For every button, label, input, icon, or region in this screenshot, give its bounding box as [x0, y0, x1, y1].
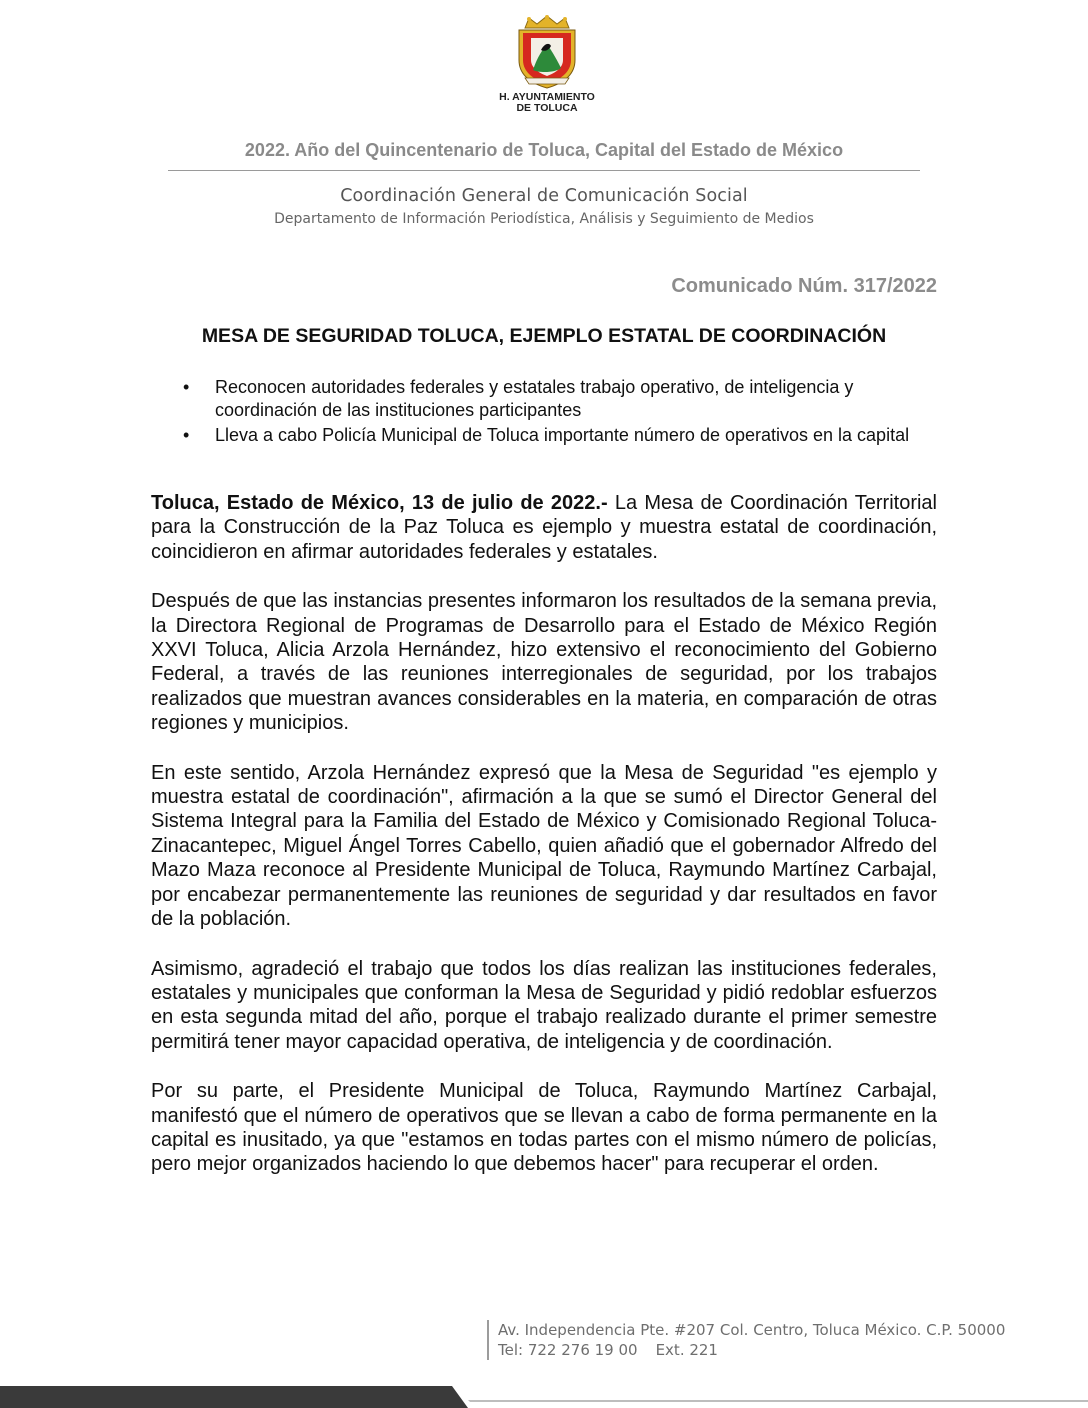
coat-of-arms-icon [511, 14, 583, 92]
paragraph: En este sentido, Arzola Hernández expresó que la Mesa de Seguridad "es ejemplo y muestra estatal de coordinación", afirmación a la que se sumó el Director General del Sistema Integral para la Familia del Estado de México y Comisionado Regional Toluca-Zinacantepec, Miguel Ángel Torres Cabello, quien añadió que el gobernador Alfredo del Mazo Maza reconoce al Presidente Municipal de Toluca, Raymundo Martínez Carbajal, por encabezar permanentemente las reuniones de seguridad y dar resultados en favor de la población. [151, 761, 937, 931]
dateline: Toluca, Estado de México, 13 de julio de 2022.- [151, 492, 608, 514]
bullet-item [182, 424, 922, 447]
year-motto: 2022. Año del Quincentenario de Toluca, Capital del Estado de México [244, 140, 844, 160]
bullet-dot-icon: • [183, 425, 190, 445]
press-release-number: Comunicado Núm. 317/2022 [671, 275, 937, 297]
logo-caption-line2: DE TOLUCA [516, 102, 578, 114]
bullet-item [182, 376, 922, 422]
paragraph-text: La Mesa de Coordinación Territorial para la Construcción de la Paz Toluca es ejemplo y muestra estatal de coordinación, coincidieron en afirmar autoridades federales y estatales. [151, 492, 937, 563]
bottom-decorative-stripe [0, 1386, 1088, 1408]
footer-address: Av. Independencia Pte. #207 Col. Centro, Toluca México. C.P. 50000 [498, 1321, 1006, 1339]
department-title: Departamento de Información Periodística, Análisis y Seguimiento de Medios [274, 211, 814, 227]
bullet-dot-icon: • [183, 377, 190, 397]
paragraph [151, 491, 937, 564]
paragraph: Por su parte, el Presidente Municipal de Toluca, Raymundo Martínez Carbajal, manifestó que el número de operativos que se llevan a cabo de forma permanente en la capital es inusitado, ya que "estamos en todas partes con el mismo número de policías, pero mejor organizados haciendo lo que debemos hacer" para recuperar el orden. [151, 1080, 937, 1176]
article-body [151, 491, 937, 1202]
footer-phone-line [498, 1340, 718, 1360]
toluca-coat-of-arms-logo [495, 14, 599, 122]
bullet-text: Lleva a cabo Policía Municipal de Toluca importante número de operativos en la capital [215, 425, 910, 445]
paragraph: Después de que las instancias presentes informaron los resultados de la semana previa, la Directora Regional de Programas de Desarrollo para el Estado de México Región XXVI Toluca, Alicia Arzola Hernández, hizo extensivo el reconocimiento del Gobierno Federal, a través de las reuniones interregionales de seguridad, por los trabajos realizados que muestran avances considerables en la materia, en comparación de otras regiones y municipios. [151, 590, 937, 735]
footer-divider [487, 1320, 489, 1360]
logo-caption-line1: H. AYUNTAMIENTO [499, 91, 595, 103]
headline: MESA DE SEGURIDAD TOLUCA, EJEMPLO ESTATAL DE COORDINACIÓN [201, 325, 887, 347]
bullet-text: Reconocen autoridades federales y estatales trabajo operativo, de inteligencia y coordinación de las instituciones participantes [215, 377, 854, 420]
paragraph: Asimismo, agradeció el trabajo que todos los días realizan las instituciones federales, estatales y municipales que conforman la Mesa de Seguridad y pidió redoblar esfuerzos en esta segunda mitad del año, porque el trabajo realizado durante el primer semestre permitirá tener mayor capacidad operativa, de inteligencia y de coordinación. [151, 957, 937, 1053]
summary-bullets [182, 376, 922, 449]
office-title: Coordinación General de Comunicación Social [340, 186, 748, 206]
footer-phone: Tel: 722 276 19 00 [498, 1341, 638, 1359]
header-divider [168, 170, 920, 171]
footer-extension: Ext. 221 [655, 1341, 718, 1359]
